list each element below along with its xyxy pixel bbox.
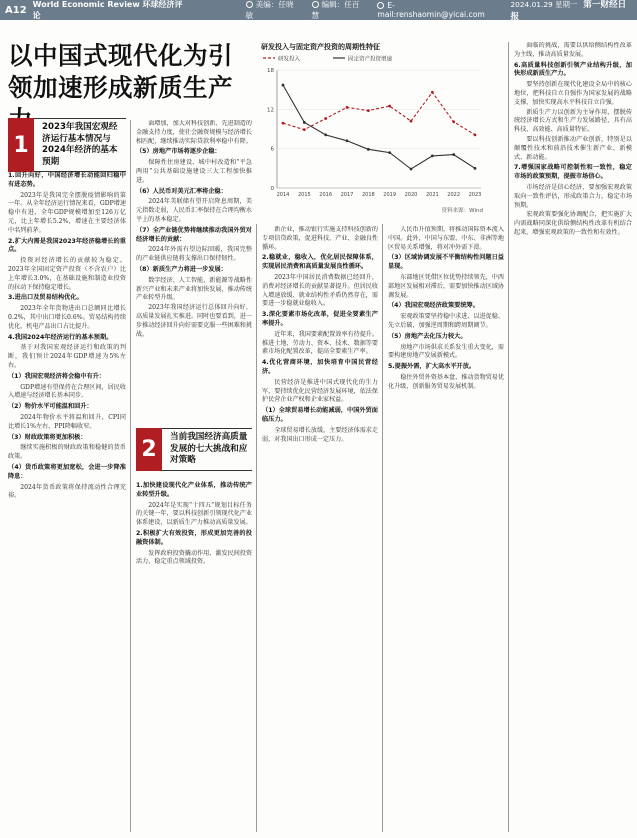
brand-name: 第一财经日报 [510,0,627,22]
data-point [410,168,413,171]
column-rule [382,224,383,832]
subheading: 1.加快建设现代化产业体系，推动传统产业转型升级。 [136,482,252,498]
article-column-4 [514,42,632,832]
paragraph: 继续实施积极的财政政策和稳健的货币政策。 [8,444,126,461]
paragraph: 2024年物价水平将温和回升，CPI同比增长1%左右，PPI降幅收窄。 [8,413,126,430]
paragraph: 宏观政策要坚持稳中求进、以进促稳、先立后破，加强逆周期和跨周期调节。 [388,313,504,329]
y-tick-label: 18 [267,68,274,74]
subheading: （5）房地产去化压力较大。 [388,332,467,340]
paragraph: 市场经济是信心经济，要加强宏观政策取向一致性评估，形成政策合力，稳定市场预期。 [514,183,632,209]
paragraph: 2024年是实现“十四五”规划目标任务的关键一年，要以科技创新引领现代化产业体系建设，以新质生产力推动高质量发展。 [136,501,252,527]
subheading: （4）我国宏观经济政策要统筹。 [388,302,479,310]
x-tick-label: 2016 [319,192,333,198]
subheading: （5）房地产市场将逐步企稳： [136,148,221,156]
section-title: 当前我国经济高质量发展的七大挑战和应对策略 [162,428,252,471]
paragraph: 保障性住房建设、城中村改造和“平急两用”公共基础设施建设三大工程加快推进。 [136,159,252,184]
line-chart [255,42,487,218]
data-point [388,105,391,108]
x-tick-label: 2020 [404,192,418,198]
data-point [324,134,327,137]
paragraph: 近年来，我国要素配置效率有待提升。推进土地、劳动力、资本、技术、数据等要素市场化配置改革，提高全要素生产率。 [262,330,378,356]
data-point [346,106,349,109]
subheading: 4.优化营商环境，加快培育中国民营经济。 [262,359,378,375]
subheading: 7.增强国家战略可控制性和一致性，稳定市场的政策预期，提振市场信心。 [514,164,632,181]
legend-label: 研发投入 [278,56,301,63]
chart-title: 研发投入与固定资产投资的周期性特征 [261,43,380,51]
chart-canvas [255,42,487,206]
x-tick-label: 2021 [425,192,439,198]
paragraph: 2023年中国居民消费数据已经回升，消费对经济增长的贡献显著提升。但居民收入增速放缓、就业结构性矛盾仍然存在，需要进一步稳就业稳收入。 [262,273,378,308]
section-2-header [136,428,252,471]
data-point [324,117,327,120]
paragraph: 基于对我国宏观经济运行和政策的判断，我们预计2024年GDP增速为5%左右。 [8,344,126,369]
data-point [431,91,434,94]
column-rule [508,42,509,832]
paragraph: 人民币升值预期，将推动国际资本流入中国。此外，中国与东盟、中东、非洲等地区贸易关系增强，将对冲外需下滑。 [388,226,504,251]
paragraph: 面临的挑战，需要以供给侧结构性改革为主线，推动高质量发展。 [514,42,632,58]
subheading: 3.进出口及贸易结构优化。 [8,294,83,302]
paragraph: 要以科技创新推动产业创新，特别是以颠覆性技术和前沿技术催生新产业、新模式、新动能。 [514,135,632,161]
x-tick-label: 2023 [468,192,482,198]
masthead-date: 2024.01.29 星期一 第一财经日报 [510,0,627,22]
paragraph: 房地产市场供求关系发生重大变化，需要构建房地产发展新模式。 [388,343,504,360]
x-tick-label: 2015 [297,192,311,198]
paragraph: 新企业，推动银行实施支持科技创新的专项信贷政策，促进科技、产业、金融良性循环。 [262,226,378,251]
subheading: （1）我国宏观经济将会稳中有升： [8,372,106,380]
x-tick-label: 2018 [361,192,375,198]
article-column-1 [8,170,126,832]
paragraph: 投资对经济增长的贡献较为稳定。2023年全国固定资产投资（不含农户）比上年增长3.0%，在基础设施和制造业投资的拉动下保持稳定增长。 [8,257,126,291]
paragraph: 东部地区凭借区位优势持续领先，中西部地区发展相对滞后，需要加快推动区域协调发展。 [388,273,504,299]
subheading: 4.我国2024年经济运行的基本预期。 [8,333,113,341]
x-tick-label: 2014 [276,192,290,198]
section-1-header [8,118,126,172]
paragraph: 2023年是我国完全摆脱疫情影响的第一年。从全年经济运行情况来看，GDP增速稳中有进，全年GDP规模增加至126万亿元，比上年增长5.2%，增速在主要经济体中名列前茅。 [8,191,126,234]
subheading: 2.稳就业，稳收入，优化居民保障体系，实现居民消费和高质量发展良性循环。 [262,254,378,271]
data-point [474,134,477,137]
person-icon [312,1,319,8]
article-column-2 [136,120,252,424]
y-tick-label: 12 [267,107,274,114]
subheading: （3）区域协调发展不平衡结构性问题日益显现。 [388,254,504,271]
section-number: 2 [136,428,162,471]
data-point [282,84,285,87]
subheading: （6）人民币对美元汇率将企稳： [136,187,227,195]
data-point [282,122,285,125]
editor-credit: 美编：任晓敏 [245,0,294,20]
mail-icon [377,2,384,9]
series-line [283,85,475,169]
paragraph: GDP增速有望保持在合理区间，居民收入增速与经济增长基本同步。 [8,383,126,400]
subheading: 5.提振外需，扩大高水平开放。 [388,363,476,371]
masthead [0,0,637,20]
paragraph: 民营经济是推进中国式现代化的生力军，要持续优化民营经济发展环境，依法保护民营企业产权和企业家权益。 [262,378,378,404]
data-point [303,128,306,131]
x-tick-label: 2019 [383,192,397,198]
x-tick-label: 2017 [340,192,354,198]
x-tick-label: 2022 [447,192,461,198]
paragraph: 面增加，加大对科技创新、先进制造的金融支持力度，使社会融资规模与经济增长相匹配，继续推动实际贷款利率稳中有降。 [136,120,252,145]
article-column-3 [262,226,378,832]
data-point [452,153,455,156]
data-point [410,120,413,123]
section-number: 1 [8,118,34,172]
person-icon [246,1,253,8]
subheading: （3）财政政策将更加积极： [8,433,87,441]
subheading: 6.高质量科技创新引领产业结构升级，加快形成新质生产力。 [514,61,632,78]
paragraph: 要坚持创新在现代化建设全局中的核心地位，把科技自立自强作为国家发展的战略支撑，加快实现高水平科技自立自强。 [514,81,632,106]
paragraph: 新质生产力以创新为主导作用，摆脱传统经济增长方式和生产力发展路径，具有高科技、高效能、高质量特征。 [514,108,632,134]
data-point [367,109,370,112]
data-point [346,139,349,142]
paragraph: 2023年全年货物进出口总额同比增长0.2%，其中出口增长0.6%。贸易结构持续优化，机电产品出口占比提升。 [8,305,126,330]
series-line [283,92,475,135]
paragraph: 数字经济、人工智能、新能源等战略性新兴产业和未来产业将加快发展，推动传统产业转型升级。 [136,276,252,302]
data-point [474,167,477,170]
data-point [452,120,455,123]
article-column-2b [136,480,252,832]
data-point [431,154,434,157]
data-point [388,151,391,154]
data-point [303,121,306,124]
column-rule [256,224,257,832]
data-point [367,148,370,151]
column-rule [130,120,131,832]
section-name: World Economic Review 环球经济评论 [32,0,183,20]
subheading: （7）全产业链优势将继续推动我国外贸对经济增长的贡献： [136,226,252,243]
article-column-3b [388,226,504,832]
paragraph: 2023年我国经济运行总体回升向好，高质量发展扎实推进。同时也要看到，进一步推动经济回升向好需要克服一些困难和挑战。 [136,304,252,338]
chart-source: 资料来源：Wind [441,208,483,214]
subheading: （4）货币政策将更加宽松，会进一步降准降息： [8,463,126,480]
section-title: 2023年我国宏观经济运行基本情况与2024年经济的基本预期 [34,118,126,172]
y-tick-label: 0 [270,186,274,192]
subheading: 2.积极扩大有效投资，形成更加完善的投融资体制。 [136,529,252,546]
subheading: （1）全球贸易增长动能减弱，中国外贸面临压力。 [262,407,378,423]
paragraph: 2024年美联储有望开启降息周期，美元指数走弱，人民币汇率保持在合理均衡水平上的基本稳定。 [136,198,252,223]
paragraph: 宏观政策要强化协调配合，把实施扩大内需战略同深化供给侧结构性改革有机结合起来，增强宏观政策的一致性和有效性。 [514,211,632,236]
page-number: A12 [5,4,27,16]
email-credit: E-mail:renshaomin@yicai.com [377,1,485,19]
paragraph: 2024年外需有望边际回暖，我国完整的产业链供应链将支撑出口保持韧性。 [136,246,252,263]
paragraph: 全球贸易增长放缓，主要经济体需求走弱，对我国出口形成一定压力。 [262,426,378,443]
paragraph: 发挥政府投资撬动作用，激发民间投资活力，稳定重点领域投资。 [136,549,252,566]
subheading: 3.深化要素市场化改革，促进全要素生产率提升。 [262,311,378,327]
legend-label: 固定资产投资增速 [348,56,393,63]
subheading: 1.回升向好，中国经济增长动能回归稳中有进态势。 [8,172,126,188]
page-headline: 以中国式现代化为引领加速形成新质生产 [8,41,233,102]
paragraph: 稳住外贸外资基本盘，推动货物贸易优化升级，创新服务贸易发展机制。 [388,373,504,390]
paragraph: 2024年货币政策将保持流动性合理充裕。 [8,483,126,500]
subheading: （8）新质生产力将进一步发展： [136,265,227,273]
y-tick-label: 6 [270,146,274,153]
subheading: （2）物价水平可能温和回升： [8,403,93,411]
proof-credit: 编辑：任百慧 [311,0,360,20]
subheading: 2.扩大内需是我国2023年经济稳增长的重点。 [8,237,126,254]
